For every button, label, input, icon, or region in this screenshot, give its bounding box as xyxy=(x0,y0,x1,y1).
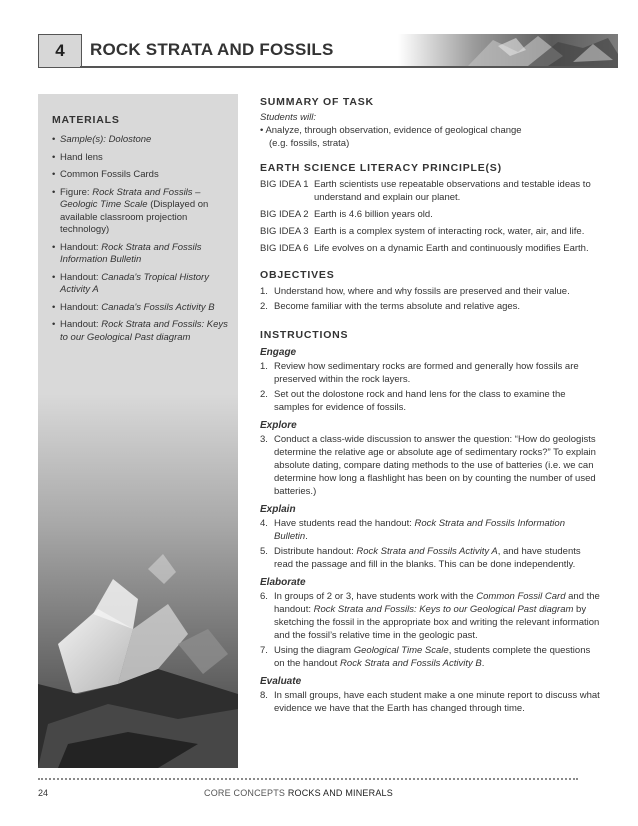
materials-block xyxy=(52,114,232,349)
materials-heading: MATERIALS xyxy=(52,114,120,126)
summary-intro: Students will: xyxy=(260,112,316,123)
objective-item: 1. Understand how, where and why fossils are preserved and their value. xyxy=(260,286,570,297)
header-rule xyxy=(80,66,618,68)
list-item: • Sample(s): Dolostone xyxy=(52,134,232,147)
list-item: • Handout: Canada's Fossils Activity B xyxy=(52,302,232,315)
list-item: • Handout: Rock Strata and Fossils: Keys to our Geological Past diagram xyxy=(52,319,232,344)
footer-divider xyxy=(38,778,578,780)
section-number: 4 xyxy=(38,34,82,68)
summary-heading: SUMMARY OF TASK xyxy=(260,96,374,108)
big-idea-row: BIG IDEA 1 Earth scientists use repeatable observations and testable ideas to understand and explain our planet. xyxy=(260,179,591,203)
list-item: • Handout: Rock Strata and Fossils Information Bulletin xyxy=(52,242,232,267)
instruction-item: 4. Have students read the handout: Rock Strata and Fossils Information Bulletin. xyxy=(260,518,565,542)
materials-list xyxy=(52,134,232,344)
big-idea-row: BIG IDEA 3 Earth is a complex system of interacting rock, water, air, and life. xyxy=(260,226,585,237)
instruction-item: 7. Using the diagram Geological Time Scale, students complete the questions on the handout Rock Strata and Fossils Activity B. xyxy=(260,645,591,669)
objective-item: 2. Become familiar with the terms absolute and relative ages. xyxy=(260,301,521,312)
big-idea-row: BIG IDEA 2 Earth is 4.6 billion years old. xyxy=(260,209,433,220)
materials-sidebar xyxy=(38,94,238,768)
instructions-heading: INSTRUCTIONS xyxy=(260,329,349,341)
list-item: • Hand lens xyxy=(52,152,232,165)
list-item: • Handout: Canada's Tropical History Activity A xyxy=(52,272,232,297)
page-title: ROCK STRATA AND FOSSILS xyxy=(90,40,334,59)
header-rock-photo xyxy=(398,34,618,66)
instruction-item: 8. In small groups, have each student make a one minute report to discuss what evidence we have that the Earth has changed through time. xyxy=(260,690,600,714)
crystal-rock-photo xyxy=(38,394,238,768)
literacy-heading: EARTH SCIENCE LITERACY PRINCIPLE(S) xyxy=(260,162,502,174)
list-item: • Common Fossils Cards xyxy=(52,169,232,182)
elaborate-label: Elaborate xyxy=(260,577,306,588)
engage-label: Engage xyxy=(260,347,297,358)
instruction-item: 1. Review how sedimentary rocks are formed and generally how fossils are preserved within the rock layers. xyxy=(260,361,579,385)
instruction-item: 2. Set out the dolostone rock and hand lens for the class to examine the samples for evidence of fossils. xyxy=(260,389,566,413)
explain-label: Explain xyxy=(260,504,296,515)
instruction-item: 5. Distribute handout: Rock Strata and Fossils Activity A, and have students read the passage and fill in the blanks. This can be done independently. xyxy=(260,546,581,570)
summary-bullet-cont: (e.g. fossils, strata) xyxy=(269,138,350,149)
evaluate-label: Evaluate xyxy=(260,676,302,687)
summary-bullet: • Analyze, through observation, evidence of geological change xyxy=(260,125,522,136)
instruction-item: 6. In groups of 2 or 3, have students work with the Common Fossil Card and the handout: Rock Strata and Fossils: Keys to our Geological Past diagram by sketching the fossil in the appropriate box and writing the relevant information and the fossil’s relative time in the geologic past. xyxy=(260,591,600,641)
instruction-item: 3. Conduct a class-wide discussion to answer the question: “How do geologists determine the relative age or absolute age of sedimentary rocks?” To explain absolute dating, compare dating methods to the use of batteries (i.e. we can determine how long a flashlight has been on by counting the number of used batteries.) xyxy=(260,434,596,497)
page-number: 24 xyxy=(38,788,49,798)
objectives-heading: OBJECTIVES xyxy=(260,269,335,281)
explore-label: Explore xyxy=(260,420,297,431)
footer-running-title: CORE CONCEPTS ROCKS AND MINERALS xyxy=(204,788,393,798)
big-idea-row: BIG IDEA 6 Life evolves on a dynamic Earth and continuously modifies Earth. xyxy=(260,243,589,254)
main-column xyxy=(260,96,600,717)
section-header xyxy=(38,34,618,68)
list-item: • Figure: Rock Strata and Fossils – Geologic Time Scale (Displayed on available classroom projection technology) xyxy=(52,187,232,237)
